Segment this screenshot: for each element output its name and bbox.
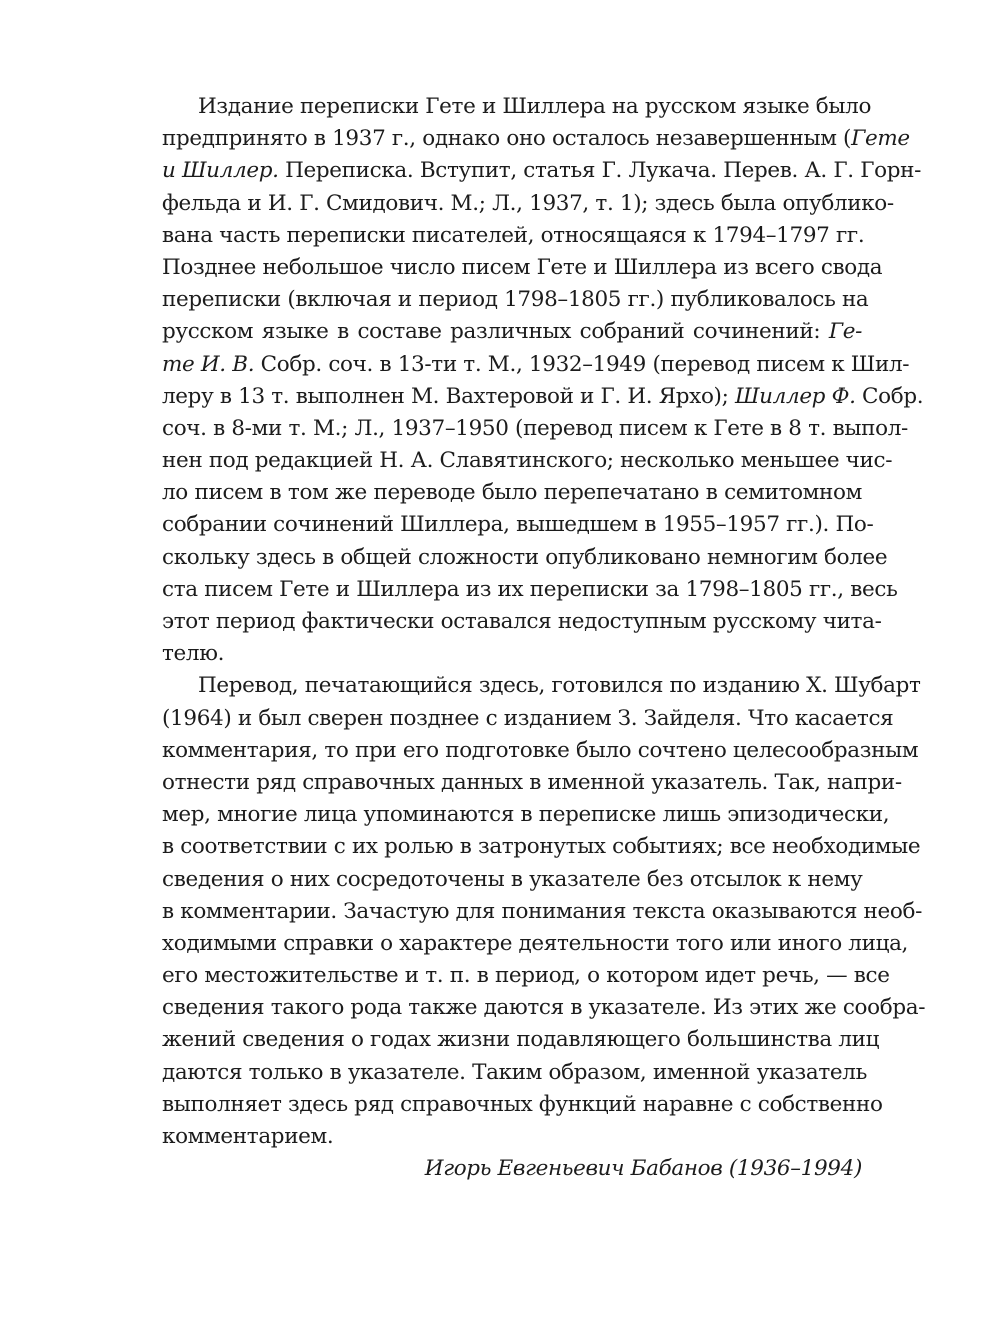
text-run: леру в 13 т. выполнен М. Вахтеровой и Г. И. Ярхо);	[162, 383, 735, 409]
author-signature: Игорь Евгеньевич Бабанов (1936–1994)	[424, 1156, 862, 1182]
paragraph_1-line	[162, 381, 924, 413]
paragraph_1-line	[162, 606, 882, 638]
text-run: выполняет здесь ряд справочных функций наравне с собственно	[162, 1091, 883, 1117]
paragraph_2-line	[162, 703, 894, 735]
text-run: отнести ряд справочных данных в именной указатель. Так, напри-	[162, 769, 902, 795]
paragraph_1-line	[162, 316, 862, 348]
text-run: Переписка. Вступит, статья Г. Лукача. Перев. А. Г. Горн-	[278, 158, 922, 184]
text-run: даются только в указателе. Таким образом, именной указатель	[162, 1059, 867, 1085]
text-run: в соответствии с их ролью в затронутых событиях; все необходимые	[162, 834, 921, 860]
paragraph_2-line	[162, 992, 926, 1024]
paragraph_1-line	[162, 188, 894, 220]
text-run: собрании сочинений Шиллера, вышедшем в 1955–1957 гг.). По-	[162, 512, 874, 538]
paragraph_2-line	[162, 1089, 883, 1121]
text-run: в комментарии. Зачастую для понимания текста оказываются необ-	[162, 898, 922, 924]
paragraph_1-line	[162, 413, 908, 445]
text-run: соч. в 8-ми т. М.; Л., 1937–1950 (перевод писем к Гете в 8 т. выпол-	[162, 415, 908, 441]
text-run: Собр.	[855, 383, 924, 409]
text-run: этот период фактически оставался недоступным русскому чита-	[162, 609, 882, 634]
italic-text-run: Шиллер Ф.	[734, 383, 856, 409]
paragraph-translation-notes	[162, 670, 926, 1153]
italic-text-run: и Шиллер.	[162, 158, 279, 184]
paragraph_2-line	[162, 864, 862, 896]
text-run: Собр. соч. в 13-ти т. М., 1932–1949 (перевод писем к Шил-	[254, 351, 910, 377]
paragraph_2-line	[162, 960, 890, 992]
text-run: русском языке в составе различных собраний сочинений:	[162, 319, 829, 345]
text-run: (1964) и был сверен позднее с изданием З. Зайделя. Что касается	[162, 705, 894, 731]
text-run: фельда и И. Г. Смидович. М.; Л., 1937, т. 1); здесь была опублико-	[162, 190, 894, 216]
italic-text-run: те И. В.	[162, 351, 255, 377]
paragraph_2-line	[162, 896, 922, 928]
text-run: скольку здесь в общей сложности опубликовано немногим более	[162, 544, 888, 570]
paragraph-publication-history	[162, 91, 924, 670]
text-run: предпринято в 1937 г., однако оно осталось незавершенным (	[162, 126, 852, 152]
paragraph_1-line	[162, 445, 893, 477]
text-run: ста писем Гете и Шиллера из их переписки за 1798–1805 гг., весь	[162, 576, 898, 602]
text-run: ходимыми справки о характере деятельности того или иного лица,	[162, 930, 909, 956]
paragraph_1-line	[162, 123, 910, 155]
text-run: Издание переписки Гете и Шиллера на русском языке было	[198, 94, 872, 119]
paragraph_1-line	[162, 220, 865, 252]
paragraph_2-line	[162, 928, 909, 960]
paragraph_1-line	[162, 155, 922, 187]
text-run: комментарием.	[162, 1124, 334, 1149]
text-run: переписки (включая и период 1798–1805 гг.) публиковалось на	[162, 287, 869, 313]
text-run: Позднее небольшое число писем Гете и Шиллера из всего свода	[162, 254, 883, 280]
paragraph_1-line	[162, 509, 874, 541]
paragraph_2-line	[162, 1121, 862, 1153]
paragraph_1-line	[162, 252, 883, 284]
text-run: сведения о них сосредоточены в указателе без отсылок к нему	[162, 866, 863, 892]
italic-text-run: Гете	[851, 126, 910, 152]
paragraph_1-line	[162, 91, 872, 123]
paragraph_1-line	[162, 284, 869, 316]
paragraph_2-line	[162, 799, 890, 831]
text-run: жений сведения о годах жизни подавляющего большинства лиц	[162, 1027, 880, 1053]
paragraph_2-line	[162, 1024, 880, 1056]
paragraph_2-line	[162, 767, 902, 799]
text-run: его местожительстве и т. п. в период, о котором идет речь, — все	[162, 963, 890, 989]
paragraph_1-line	[162, 574, 898, 606]
paragraph_2-line	[162, 831, 921, 863]
paragraph_1-line	[162, 638, 862, 670]
text-run: телю.	[162, 641, 225, 667]
text-run: сведения такого рода также даются в указателе. Из этих же сообра-	[162, 995, 926, 1021]
text-run: нен под редакцией Н. А. Славятинского; несколько меньшее чис-	[162, 448, 893, 474]
text-run: вана часть переписки писателей, относящаяся к 1794–1797 гг.	[162, 222, 865, 248]
italic-text-run: Ге-	[828, 319, 862, 345]
text-run: мер, многие лица упоминаются в переписке лишь эпизодически,	[162, 802, 890, 828]
paragraph_1-line	[162, 542, 888, 574]
paragraph_2-line	[162, 1057, 867, 1089]
paragraph_1-line	[162, 477, 862, 509]
text-run: комментария, то при его подготовке было сочтено целесообразным	[162, 737, 919, 763]
paragraph_1-line	[162, 349, 910, 381]
text-run: Перевод, печатающийся здесь, готовился по изданию Х. Шубарт	[198, 673, 921, 699]
paragraph_2-line	[162, 670, 921, 702]
paragraph_2-line	[162, 735, 919, 767]
text-run: ло писем в том же переводе было перепечатано в семитомном	[162, 480, 862, 506]
document-page	[162, 91, 926, 1185]
